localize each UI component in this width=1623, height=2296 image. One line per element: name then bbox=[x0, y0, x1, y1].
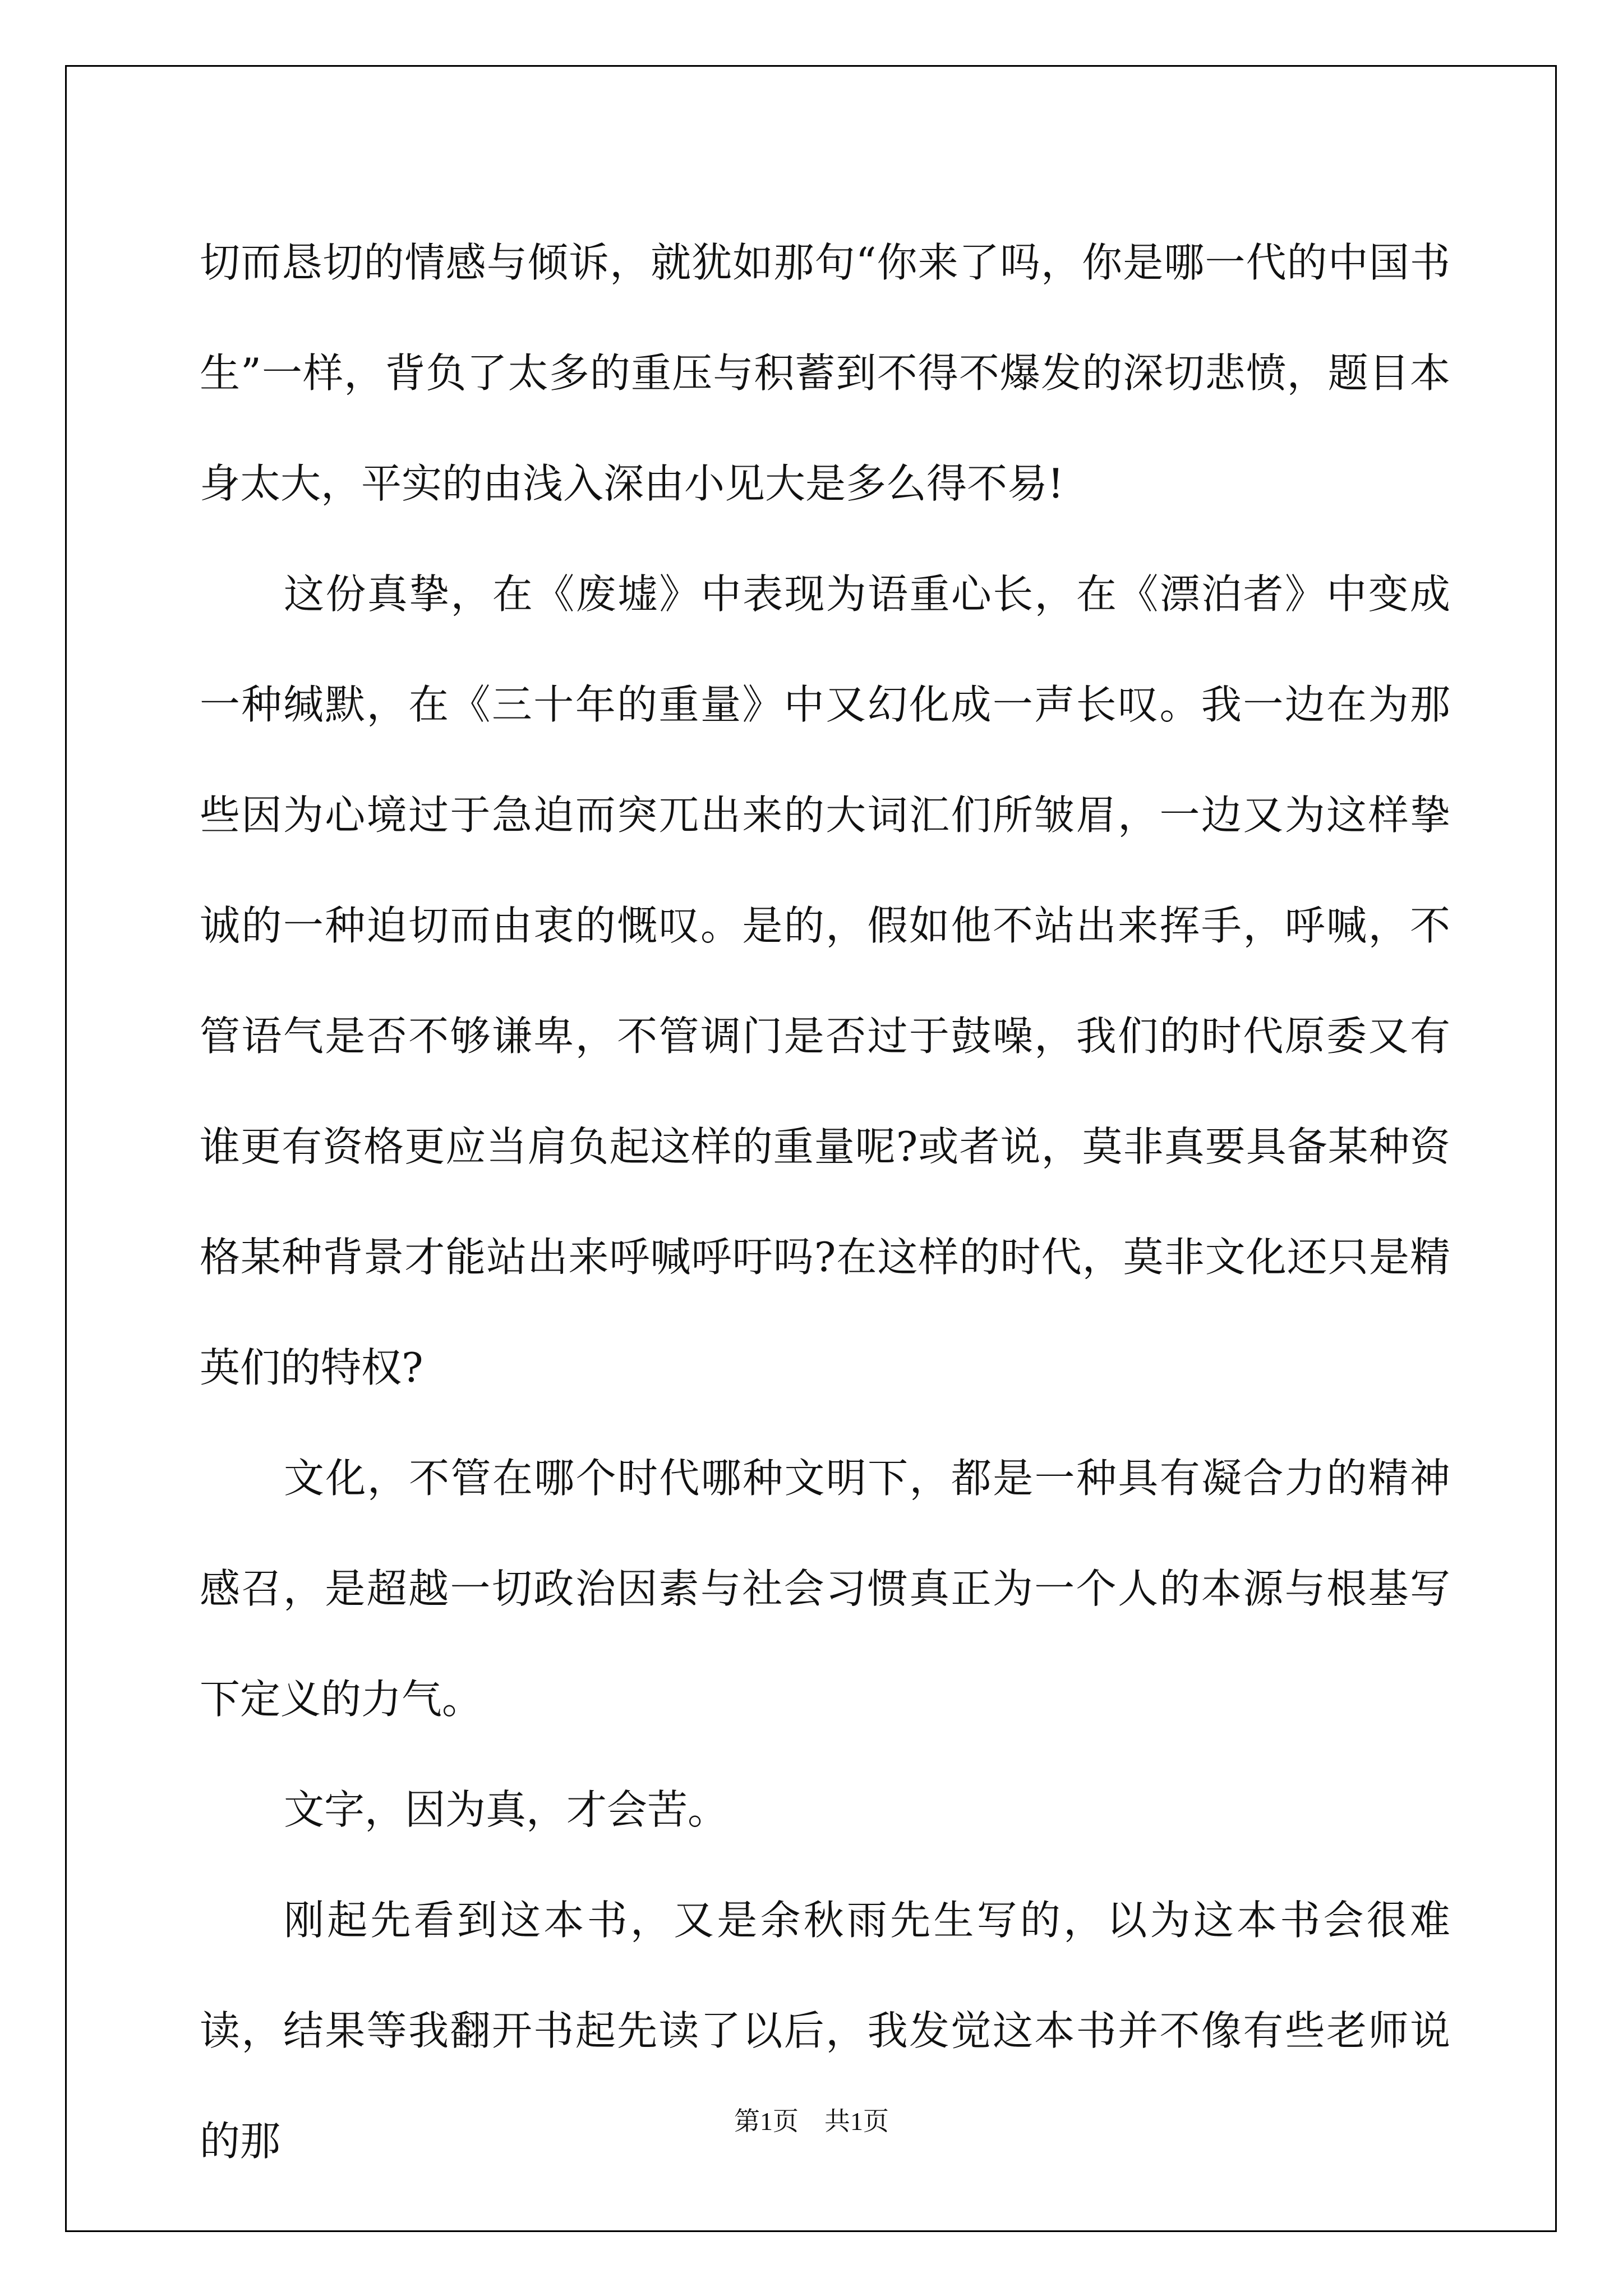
document-body bbox=[200, 208, 1450, 2197]
paragraph-3: 文化，不管在哪个时代哪种文明下，都是一种具有凝合力的精神感召，是超越一切政治因素与社会习惯真正为一个人的本源与根基写下定义的力气。 bbox=[200, 1455, 1450, 1723]
paragraph-5: 刚起先看到这本书，又是余秋雨先生写的，以为这本书会很难读，结果等我翻开书起先读了以后，我发觉这本书并不像有些老师说的那 bbox=[200, 1897, 1450, 2165]
page-footer bbox=[0, 2101, 1623, 2138]
paragraph-1: 切而恳切的情感与倾诉，就犹如那句“你来了吗，你是哪一代的中国书生”一样，背负了太多的重压与积蓄到不得不爆发的深切悲愤，题目本身太大，平实的由浅入深由小见大是多么得不易! bbox=[200, 239, 1450, 507]
page-number-total: 共1页 bbox=[824, 2107, 889, 2136]
paragraph-4: 文字，因为真，才会苦。 bbox=[284, 1786, 728, 1833]
paragraph-2: 这份真挚，在《废墟》中表现为语重心长，在《漂泊者》中变成一种缄默，在《三十年的重量》中又幻化成一声长叹。我一边在为那些因为心境过于急迫而突兀出来的大词汇们所皱眉，一边又为这样挚诚的一种迫切而由衷的慨叹。是的，假如他不站出来挥手，呼喊，不管语气是否不够谦卑，不管调门是否过于鼓噪，我们的时代原委又有谁更有资格更应当肩负起这样的重量呢?或者说，莫非真要具备某种资格某种背景才能站出来呼喊呼吁吗?在这样的时代，莫非文化还只是精英们的特权? bbox=[200, 570, 1450, 1391]
page-number-current: 第1页 bbox=[734, 2107, 799, 2136]
